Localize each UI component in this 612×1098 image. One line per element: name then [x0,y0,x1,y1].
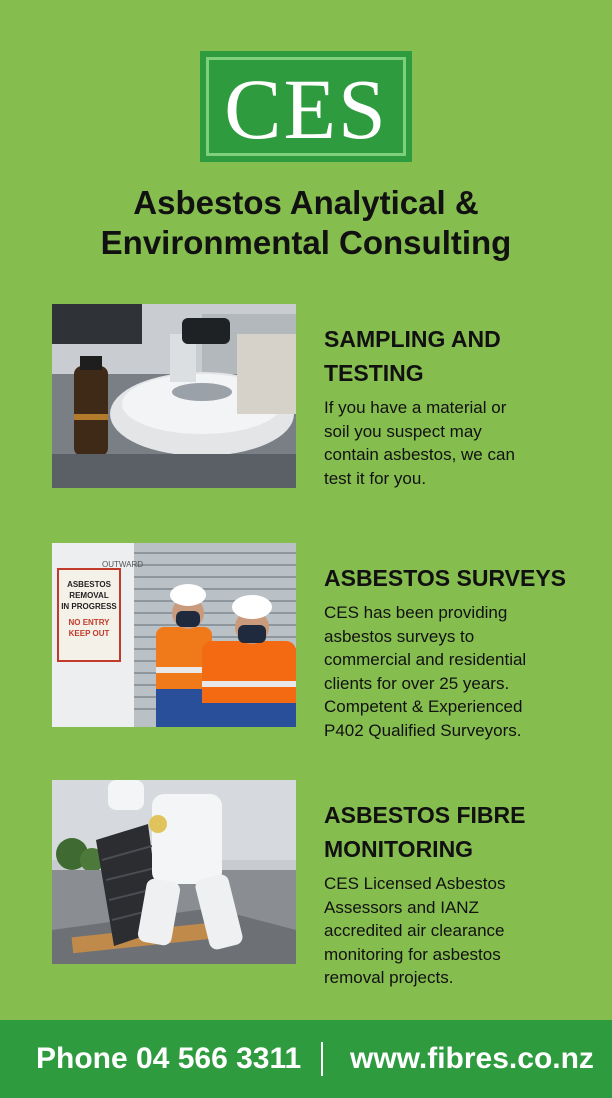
section-text [324,561,584,742]
door-label: OUTWARD [102,560,144,569]
section-body: CES Licensed Asbestos Assessors and IANZ accredited air clearance monitoring for asbestos removal projects. [324,874,506,987]
section-title: SAMPLING AND TESTING [324,326,501,386]
sign-line-2: REMOVAL [69,591,109,600]
phone-number[interactable]: Phone 04 566 3311 [36,1042,302,1075]
surveyors-illustration [52,543,296,727]
website-link[interactable]: www.fibres.co.nz [350,1042,594,1075]
headline [0,183,612,263]
surveyors-photo [52,543,296,727]
removal-worker-photo [52,780,296,964]
footer-divider [321,1042,323,1076]
section-text [324,798,584,990]
section-asbestos-surveys [52,543,572,740]
sign-line-5: KEEP OUT [68,629,110,638]
headline-line-1: Asbestos Analytical & [133,184,479,221]
section-sampling-testing [52,304,572,494]
ces-logo [200,51,412,162]
microscope-illustration [52,304,296,488]
headline-line-2: Environmental Consulting [100,224,512,261]
section-body: If you have a material or soil you suspect may contain asbestos, we can test it for you. [324,398,515,488]
section-text [324,322,584,490]
sign-line-3: IN PROGRESS [61,602,117,611]
microscope-photo [52,304,296,488]
section-title: ASBESTOS FIBRE MONITORING [324,802,526,862]
section-body: CES has been providing asbestos surveys to commercial and residential clients for over 25 years. Competent & Experienced P402 Qualified Surveyors. [324,603,527,740]
section-title: ASBESTOS SURVEYS [324,565,567,591]
sign-line-1: ASBESTOS [67,580,111,589]
removal-worker-illustration [52,780,296,964]
logo-text: CES [224,60,388,157]
section-fibre-monitoring [52,780,572,987]
sign-line-4: NO ENTRY [68,618,110,627]
logo-frame [206,57,406,156]
footer-bar [0,1020,612,1098]
